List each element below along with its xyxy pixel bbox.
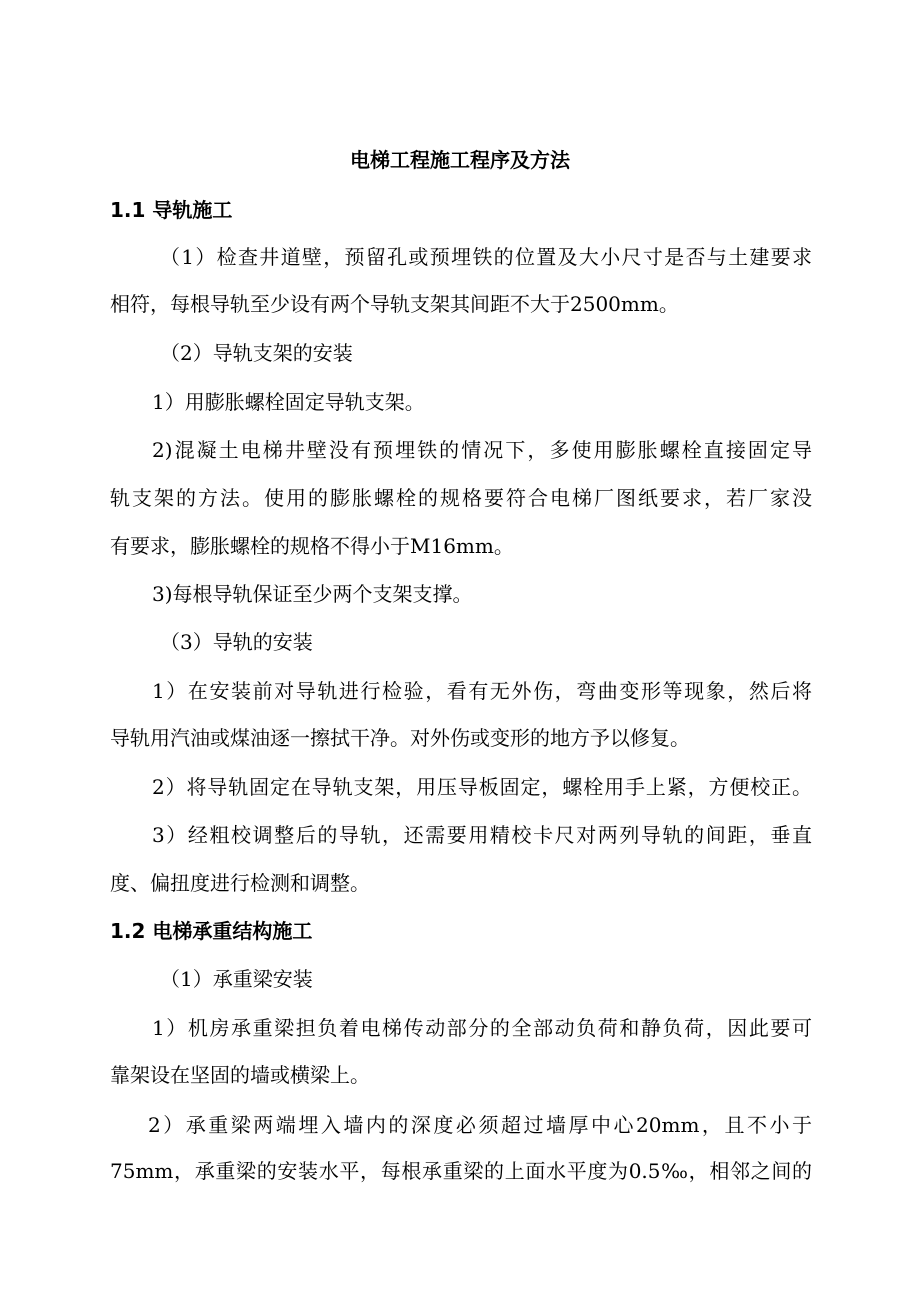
paragraph-line: 轨支架的方法。使用的膨胀螺栓的规格要符合电梯厂图纸要求，若厂家没	[110, 486, 812, 510]
paragraph-line: 3）经粗校调整后的导轨，还需要用精校卡尺对两列导轨的间距，垂直	[152, 823, 812, 847]
paragraph-line: 2）将导轨固定在导轨支架，用压导板固定，螺栓用手上紧，方便校正。	[152, 775, 812, 799]
document-title: 电梯工程施工程序及方法	[350, 148, 570, 172]
paragraph-line: 3)每根导轨保证至少两个支架支撑。	[152, 582, 473, 606]
paragraph-line: （1）承重梁安装	[160, 967, 313, 991]
paragraph-line: （2）导轨支架的安装	[160, 341, 353, 365]
section-heading-1-1: 1.1 导轨施工	[110, 198, 233, 222]
paragraph-line: 2)混凝土电梯井壁没有预埋铁的情况下，多使用膨胀螺栓直接固定导	[152, 438, 812, 462]
paragraph-line: （1）检查井道壁，预留孔或预埋铁的位置及大小尺寸是否与土建要求	[160, 245, 812, 269]
paragraph-line: 相符，每根导轨至少设有两个导轨支架其间距不大于2500mm。	[110, 292, 679, 316]
paragraph-line: 1）机房承重梁担负着电梯传动部分的全部动负荷和静负荷，因此要可	[152, 1016, 812, 1040]
paragraph-line: 1）在安装前对导轨进行检验，看有无外伤，弯曲变形等现象，然后将	[152, 679, 812, 703]
paragraph-line: 导轨用汽油或煤油逐一擦拭干净。对外伤或变形的地方予以修复。	[110, 726, 690, 750]
section-heading-1-2: 1.2 电梯承重结构施工	[110, 919, 313, 943]
paragraph-line: 1）用膨胀螺栓固定导轨支架。	[152, 390, 425, 414]
paragraph-line: 靠架设在坚固的墙或横梁上。	[110, 1063, 370, 1087]
paragraph-line: （3）导轨的安装	[160, 630, 313, 654]
paragraph-line: 有要求，膨胀螺栓的规格不得小于M16mm。	[110, 534, 514, 558]
paragraph-line: 75mm，承重梁的安装水平，每根承重梁的上面水平度为0.5‰，相邻之间的	[110, 1159, 812, 1183]
paragraph-line: 度、偏扭度进行检测和调整。	[110, 871, 370, 895]
paragraph-line: 2）承重梁两端埋入墙内的深度必须超过墙厚中心20mm，且不小于	[148, 1113, 812, 1137]
